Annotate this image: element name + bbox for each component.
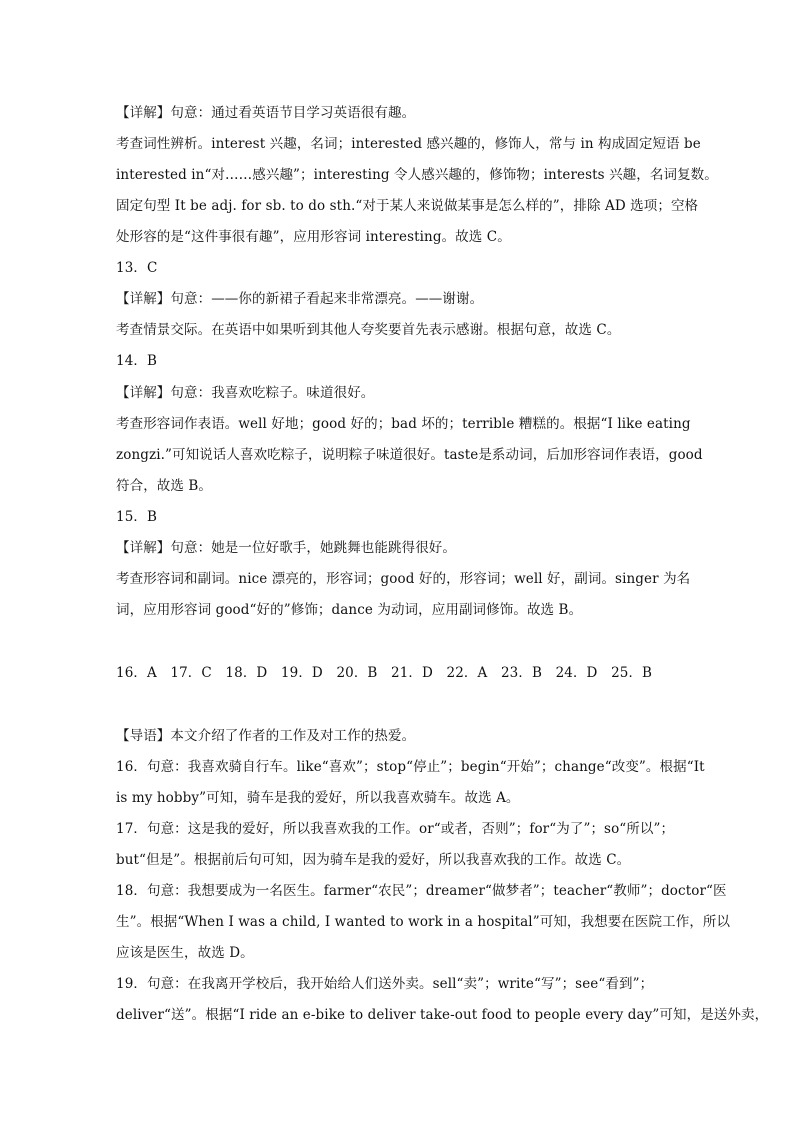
explanation-14-heading: 【详解】句意：我喜欢吃粽子。味道很好。 bbox=[116, 385, 375, 401]
explanation-14-line-2: zongzi.”可知说话人喜欢吃粽子，说明粽子味道很好。taste是系动词，后加形容词作表语，good bbox=[116, 447, 703, 463]
explanation-18-line-1: 18．句意：我想要成为一名医生。farmer“农民”；dreamer“做梦者”；teacher“教师”；doctor“医 bbox=[116, 883, 727, 899]
explanation-19-line-1: 19．句意：在我离开学校后，我开始给人们送外卖。sell“卖”；write“写”；see“看到”； bbox=[116, 976, 654, 992]
explanation-16-line-1: 16．句意：我喜欢骑自行车。like“喜欢”；stop“停止”；begin“开始”；change“改变”。根据“It bbox=[116, 759, 705, 775]
explanation-15-line-1: 考查形容词和副词。nice 漂亮的，形容词；good 好的，形容词；well 好，副词。singer 为名 bbox=[116, 571, 691, 587]
explanation-17-line-2: but“但是”。根据前后句可知，因为骑车是我的爱好，所以我喜欢我的工作。故选 C。 bbox=[116, 852, 631, 868]
explanation-12-line-3: 固定句型 It be adj. for sb. to do sth.“对于某人来说做某事是怎么样的”，排除 AD 选项；空格 bbox=[116, 198, 699, 214]
answer-15: 15．B bbox=[116, 509, 157, 525]
explanation-17-line-1: 17．句意：这是我的爱好，所以我喜欢我的工作。or“或者，否则”；for“为了”；so“所以”； bbox=[116, 821, 675, 837]
explanation-12-line-1: 考查词性辨析。interest 兴趣，名词；interested 感兴趣的，修饰人，常与 in 构成固定短语 be bbox=[116, 136, 701, 152]
explanation-13-line-1: 考查情景交际。在英语中如果听到其他人夸奖要首先表示感谢。根据句意，故选 C。 bbox=[116, 322, 621, 338]
answer-key-16-25: 16．A 17．C 18．D 19．D 20．B 21．D 22．A 23．B 24．D 25．B bbox=[116, 665, 653, 681]
explanation-19-line-2: deliver“送”。根据“I ride an e-bike to deliver take-out food to people every day”可知，是送外卖， bbox=[116, 1007, 769, 1023]
passage-intro: 【导语】本文介绍了作者的工作及对工作的热爱。 bbox=[116, 728, 416, 744]
explanation-15-heading: 【详解】句意：她是一位好歌手，她跳舞也能跳得很好。 bbox=[116, 540, 456, 556]
explanation-13-heading: 【详解】句意：——你的新裙子看起来非常漂亮。——谢谢。 bbox=[116, 291, 484, 307]
explanation-16-line-2: is my hobby”可知，骑车是我的爱好，所以我喜欢骑车。故选 A。 bbox=[116, 790, 520, 806]
explanation-14-line-1: 考查形容词作表语。well 好地；good 好的；bad 坏的；terrible 糟糕的。根据“I like eating bbox=[116, 416, 691, 432]
explanation-18-line-2: 生”。根据“When I was a child, I wanted to work in a hospital”可知，我想要在医院工作，所以 bbox=[116, 914, 731, 930]
explanation-14-line-3: 符合，故选 B。 bbox=[116, 478, 213, 494]
answer-14: 14．B bbox=[116, 353, 157, 369]
explanation-12-line-4: 处形容的是“这件事很有趣”，应用形容词 interesting。故选 C。 bbox=[116, 229, 511, 245]
explanation-12-heading: 【详解】句意：通过看英语节目学习英语很有趣。 bbox=[116, 105, 416, 121]
explanation-18-line-3: 应该是医生，故选 D。 bbox=[116, 945, 254, 961]
explanation-15-line-2: 词，应用形容词 good“好的”修饰；dance 为动词，应用副词修饰。故选 B。 bbox=[116, 602, 583, 618]
answer-13: 13．C bbox=[116, 260, 158, 276]
explanation-12-line-2: interested in“对……感兴趣”；interesting 令人感兴趣的，修饰物；interests 兴趣，名词复数。 bbox=[116, 167, 718, 183]
